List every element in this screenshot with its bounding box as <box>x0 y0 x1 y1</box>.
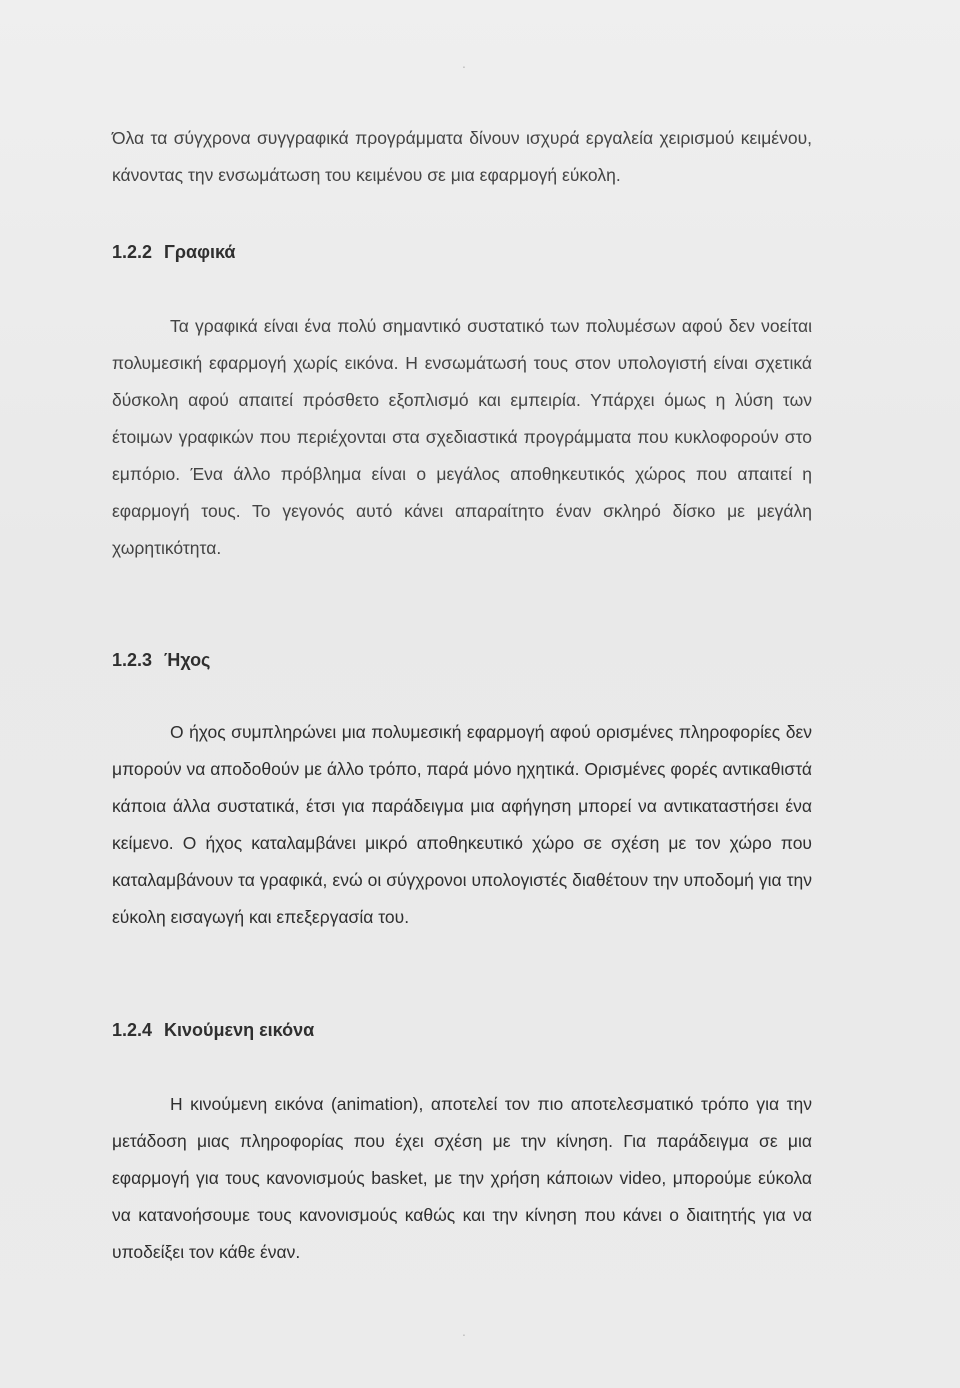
sound-paragraph: Ο ήχος συμπληρώνει μια πολυμεσική εφαρμογή αφού ορισμένες πληροφορίες δεν μπορούν να αποδοθούν με άλλο τρόπο, παρά μόνο ηχητικά. Ορισμένες φορές αντικαθιστά κάποια άλλα συστατικά, έτσι για παράδειγμα μια αφήγηση μπορεί να αντικαταστήσει ένα κείμενο. Ο ήχος καταλαμβάνει μικρό αποθηκευτικό χώρο σε σχέση με τον χώρο που καταλαμβάνουν τα γραφικά, ενώ οι σύγχρονοι υπολογιστές διαθέτουν την υποδομή για την εύκολη εισαγωγή και επεξεργασία του. <box>112 722 812 927</box>
section-title: Γραφικά <box>164 242 236 262</box>
section-title: Κινούμενη εικόνα <box>164 1020 315 1040</box>
graphics-paragraph: Τα γραφικά είναι ένα πολύ σημαντικό συστατικό των πολυμέσων αφού δεν νοείται πολυμεσική εφαρμογή χωρίς εικόνα. Η ενσωμάτωσή τους στον υπολογιστή είναι σχετικά δύσκολη αφού απαιτεί πρόσθετο εξοπλισμό και εμπειρία. Υπάρχει όμως η λύση των έτοιμων γραφικών που περιέχονται στα σχεδιαστικά προγράμματα που κυκλοφορούν στο εμπόριο. Ένα άλλο πρόβλημα είναι ο μεγάλος αποθηκευτικός χώρος που απαιτεί η εφαρμογή τους. Το γεγονός αυτό κάνει απαραίτητο έναν σκληρό δίσκο με μεγάλη χωρητικότητα. <box>112 316 812 558</box>
intro-paragraph: Όλα τα σύγχρονα συγγραφικά προγράμματα δίνουν ισχυρά εργαλεία χειρισμού κειμένου, κάνοντας την ενσωμάτωση του κειμένου σε μια εφαρμογή εύκολη. <box>112 128 812 185</box>
scan-mark-top: · <box>461 58 467 74</box>
section-number: 1.2.2 <box>112 242 153 262</box>
section-number: 1.2.3 <box>112 650 153 670</box>
animation-paragraph: Η κινούμενη εικόνα (animation), αποτελεί τον πιο αποτελεσματικό τρόπο για την μετάδοση μιας πληροφορίας που έχει σχέση με την κίνηση. Για παράδειγμα σε μια εφαρμογή για τους κανονισμούς basket, με την χρήση κάποιων video, μπορούμε εύκολα να κατανοήσουμε τους κανονισμούς καθώς και την κίνηση που κάνει ο διαιτητής για να υποδείξει τον κάθε έναν. <box>112 1094 812 1262</box>
section-title: Ήχος <box>164 650 211 670</box>
section-heading-graphics <box>112 242 235 263</box>
section-heading-animation <box>112 1020 314 1041</box>
section-number: 1.2.4 <box>112 1020 153 1040</box>
scan-mark-bottom: · <box>461 1326 467 1342</box>
section-heading-sound <box>112 650 210 671</box>
